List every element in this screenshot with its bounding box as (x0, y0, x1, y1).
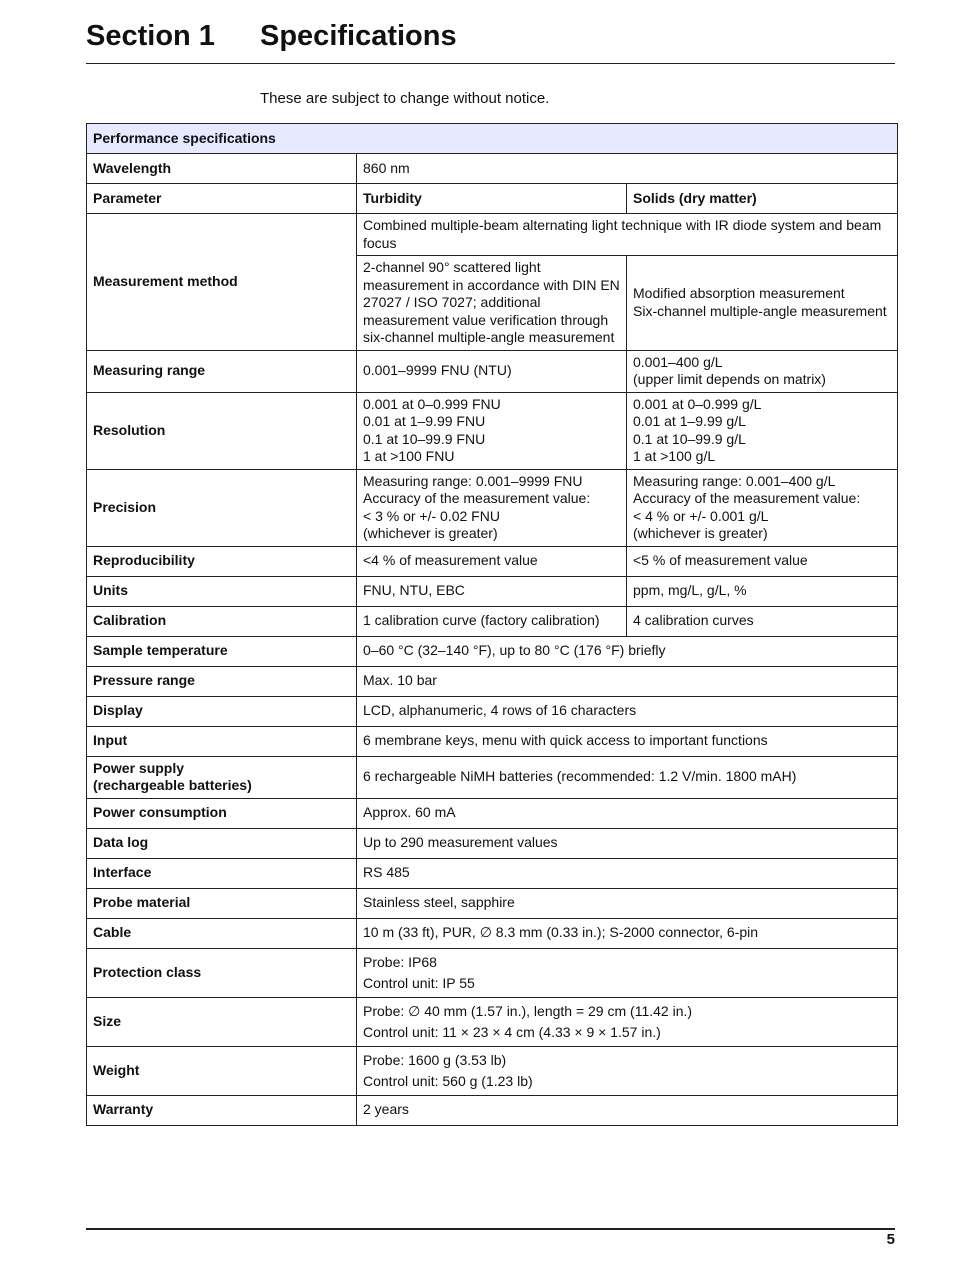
row-label: Power supply (rechargeable batteries) (87, 756, 357, 798)
table-row (87, 828, 898, 858)
turbidity-value: <4 % of measurement value (357, 546, 627, 576)
row-label: Precision (87, 469, 357, 546)
section-title: Specifications (260, 20, 457, 52)
row-value: 860 nm (357, 154, 898, 184)
row-label: Pressure range (87, 666, 357, 696)
table-row (87, 1046, 898, 1095)
row-label: Reproducibility (87, 546, 357, 576)
row-label: Interface (87, 858, 357, 888)
table-row (87, 948, 898, 997)
section-header (86, 20, 895, 64)
row-label: Display (87, 696, 357, 726)
row-value: LCD, alphanumeric, 4 rows of 16 characters (357, 696, 898, 726)
page-number: 5 (886, 1231, 895, 1248)
solids-value: Measuring range: 0.001–400 g/L Accuracy of the measurement value: < 4 % or +/- 0.001 g/L (whichever is greater) (627, 469, 898, 546)
turbidity-value: 1 calibration curve (factory calibration) (357, 606, 627, 636)
table-row (87, 997, 898, 1046)
turbidity-value: FNU, NTU, EBC (357, 576, 627, 606)
row-value: 10 m (33 ft), PUR, ∅ 8.3 mm (0.33 in.); S-2000 connector, 6-pin (357, 918, 898, 948)
table-title: Performance specifications (87, 124, 898, 154)
column-header-solids: Solids (dry matter) (627, 184, 898, 214)
turbidity-value: Measuring range: 0.001–9999 FNU Accuracy of the measurement value: < 3 % or +/- 0.02 FNU (whichever is greater) (357, 469, 627, 546)
footer-divider (86, 1228, 895, 1230)
table-row (87, 726, 898, 756)
row-value: Stainless steel, sapphire (357, 888, 898, 918)
row-value: Up to 290 measurement values (357, 828, 898, 858)
table-row (87, 696, 898, 726)
table-row (87, 576, 898, 606)
row-value: 2 years (357, 1095, 898, 1125)
row-label: Input (87, 726, 357, 756)
table-row (87, 798, 898, 828)
turbidity-value: 0.001 at 0–0.999 FNU 0.01 at 1–9.99 FNU 0.1 at 10–99.9 FNU 1 at >100 FNU (357, 392, 627, 469)
table-row (87, 888, 898, 918)
section-number: Section 1 (86, 20, 215, 52)
table-row (87, 546, 898, 576)
turbidity-value: 2-channel 90° scattered light measurement in accordance with DIN EN 27027 / ISO 7027; additional measurement value verification through six-channel multiple-angle measurement (357, 256, 627, 351)
solids-value: ppm, mg/L, g/L, % (627, 576, 898, 606)
row-label: Measuring range (87, 350, 357, 392)
table-row (87, 1095, 898, 1125)
table-header-row (87, 124, 898, 154)
table-row (87, 666, 898, 696)
row-label: Protection class (87, 948, 357, 997)
table-row (87, 392, 898, 469)
row-label: Size (87, 997, 357, 1046)
row-value: 0–60 °C (32–140 °F), up to 80 °C (176 °F) briefly (357, 636, 898, 666)
solids-value: Modified absorption measurement Six-channel multiple-angle measurement (627, 256, 898, 351)
row-value: Probe: IP68 Control unit: IP 55 (357, 948, 898, 997)
table-row (87, 858, 898, 888)
row-label: Probe material (87, 888, 357, 918)
row-value: Approx. 60 mA (357, 798, 898, 828)
table-row (87, 154, 898, 184)
table-row (87, 214, 898, 256)
row-value: Probe: 1600 g (3.53 lb) Control unit: 560 g (1.23 lb) (357, 1046, 898, 1095)
row-label: Calibration (87, 606, 357, 636)
turbidity-value: 0.001–9999 FNU (NTU) (357, 350, 627, 392)
row-label: Measurement method (87, 214, 357, 351)
row-value: 6 rechargeable NiMH batteries (recommended: 1.2 V/min. 1800 mAH) (357, 756, 898, 798)
row-label: Weight (87, 1046, 357, 1095)
specifications-table (86, 123, 898, 1126)
row-label: Units (87, 576, 357, 606)
row-value: Probe: ∅ 40 mm (1.57 in.), length = 29 cm (11.42 in.) Control unit: 11 × 23 × 4 cm (4.33 × 9 × 1.57 in.) (357, 997, 898, 1046)
row-value: Max. 10 bar (357, 666, 898, 696)
row-label: Power consumption (87, 798, 357, 828)
row-value: RS 485 (357, 858, 898, 888)
table-row (87, 184, 898, 214)
solids-value: 0.001 at 0–0.999 g/L 0.01 at 1–9.99 g/L 0.1 at 10–99.9 g/L 1 at >100 g/L (627, 392, 898, 469)
row-label: Data log (87, 828, 357, 858)
column-header-turbidity: Turbidity (357, 184, 627, 214)
table-row (87, 756, 898, 798)
row-value: Combined multiple-beam alternating light technique with IR diode system and beam focus (357, 214, 898, 256)
row-label: Cable (87, 918, 357, 948)
solids-value: <5 % of measurement value (627, 546, 898, 576)
row-label: Sample temperature (87, 636, 357, 666)
table-row (87, 469, 898, 546)
row-label: Wavelength (87, 154, 357, 184)
solids-value: 4 calibration curves (627, 606, 898, 636)
table-row (87, 350, 898, 392)
table-row (87, 636, 898, 666)
row-label: Parameter (87, 184, 357, 214)
change-notice: These are subject to change without notice. (260, 90, 550, 107)
table-row (87, 918, 898, 948)
solids-value: 0.001–400 g/L (upper limit depends on matrix) (627, 350, 898, 392)
row-label: Warranty (87, 1095, 357, 1125)
row-value: 6 membrane keys, menu with quick access to important functions (357, 726, 898, 756)
table-row (87, 606, 898, 636)
row-label: Resolution (87, 392, 357, 469)
